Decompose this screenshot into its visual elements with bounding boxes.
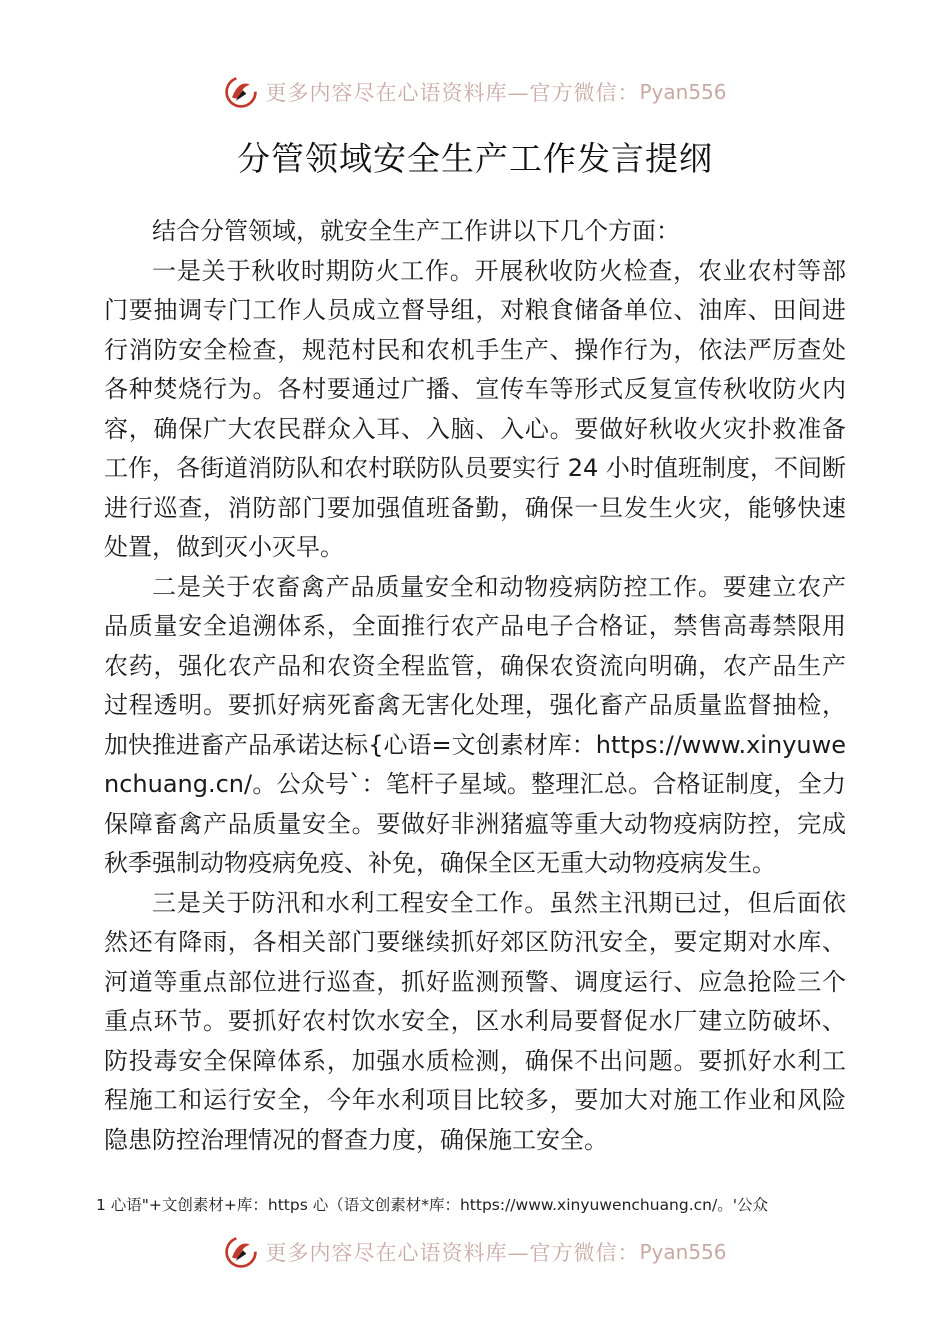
banner-text: 更多内容尽在心语资料库—官方微信： [265, 81, 640, 105]
banner-text: 更多内容尽在心语资料库—官方微信： [265, 1241, 640, 1265]
header-banner [0, 72, 950, 112]
banner-wechat-id: Pyan556 [639, 1240, 727, 1264]
footnote: 1 心语"+文创素材+库：https 心（语文创素材*库：https://www.xinyuwenchuang.cn/。'公众 [96, 1196, 768, 1214]
red-swirl-logo-icon [223, 1234, 259, 1270]
footer-banner [0, 1232, 950, 1272]
paragraph-fire-prevention: 一是关于秋收时期防火工作。开展秋收防火检查，农业农村等部门要抽调专门工作人员成立督导组，对粮食储备单位、油库、田间进行消防安全检查，规范村民和农机手生产、操作行为，依法严厉查处各种焚烧行为。各村要通过广播、宣传车等形式反复宣传秋收防火内容，确保广大农民群众入耳、入脑、入心。要做好秋收火灾扑救准备工作，各街道消防队和农村联防队员要实行 24 小时值班制度，不间断进行巡查，消防部门要加强值班备勤，确保一旦发生火灾，能够快速处置，做到灭小灭早。 [104, 256, 846, 561]
page-title: 分管领域安全生产工作发言提纲 [237, 139, 713, 178]
banner-wechat-id: Pyan556 [639, 80, 727, 104]
red-swirl-logo-icon [223, 74, 259, 110]
paragraph-flood-control: 三是关于防汛和水利工程安全工作。虽然主汛期已过，但后面依然还有降雨，各相关部门要继续抓好郊区防汛安全，要定期对水库、河道等重点部位进行巡查，抓好监测预警、调度运行、应急抢险三个重点环节。要抓好农村饮水安全，区水利局要督促水厂建立防破坏、防投毒安全保障体系，加强水质检测，确保不出问题。要抓好水利工程施工和运行安全，今年水利项目比较多，要加大对施工作业和风险隐患防控治理情况的督查力度，确保施工安全。 [104, 888, 846, 1154]
paragraph-intro: 结合分管领域，就安全生产工作讲以下几个方面： [152, 217, 680, 245]
document-body [104, 212, 846, 1160]
paragraph-agricultural-quality: 二是关于农畜禽产品质量安全和动物疫病防控工作。要建立农产品质量安全追溯体系，全面推行农产品电子合格证，禁售高毒禁限用农药，强化农产品和农资全程监管，确保农资流向明确，农产品生产过程透明。要抓好病死畜禽无害化处理，强化畜产品质量监督抽检，加快推进畜产品承诺达标{心语=文创素材库：https://www.xinyuwenchuang.cn/。公众号`：笔杆子星域。整理汇总。合格证制度，全力保障畜禽产品质量安全。要做好非洲猪瘟等重大动物疫病防控，完成秋季强制动物疫病免疫、补免，确保全区无重大动物疫病发生。 [104, 572, 846, 877]
